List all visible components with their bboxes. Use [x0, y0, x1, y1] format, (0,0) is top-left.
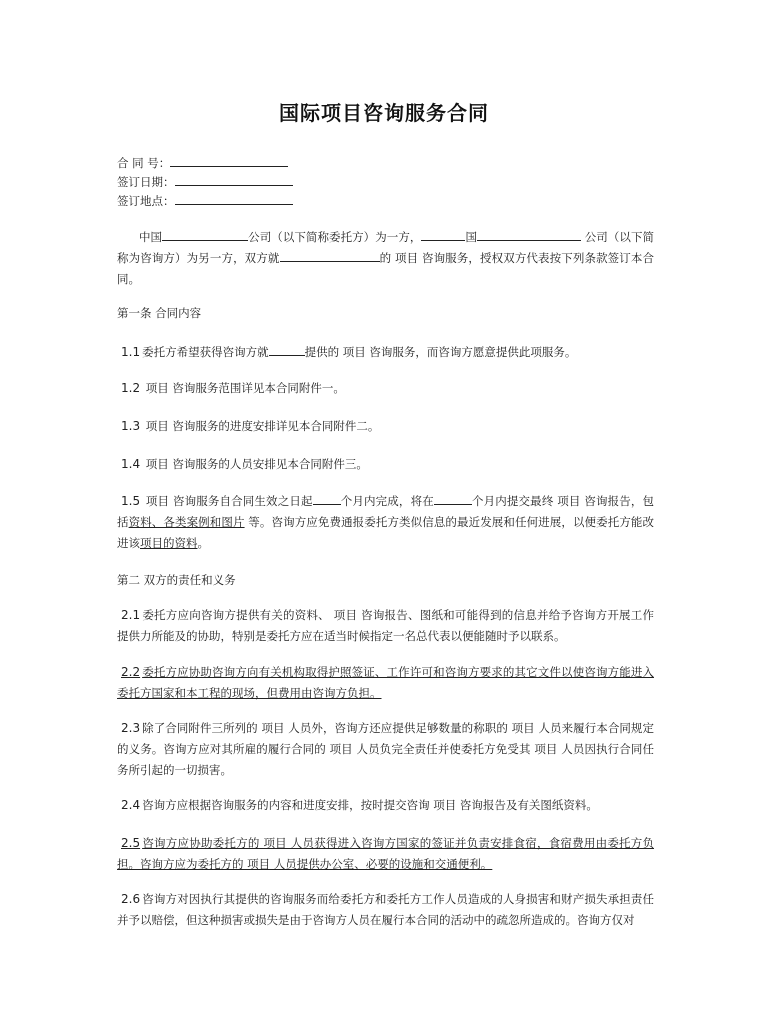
intro-text: 国 [465, 230, 478, 244]
clause-text: 个月内提交最终 项目 咨询报告，包括 [117, 494, 655, 529]
clause-number: 2.2 [121, 665, 141, 679]
clause-number: 1.2 [121, 381, 141, 395]
clause-2-6 [117, 889, 654, 931]
clause-1-2 [117, 381, 654, 395]
clause-text: 咨询方对因执行其提供的咨询服务而给委托方和委托方工作人员造成的人身损害和财产损失承担责任并予以赔偿，但这种损害或损失是由于咨询方人员在履行本合同的活动中的疏忽所造成的。咨询方仅对 [117, 892, 654, 927]
clause-text: 委托方应协助咨询方向有关机构取得护照签证、工作许可和咨询方要求的其它文件以使咨询方能进入委托方国家和本工程的现场，但费用由咨询方负担。 [117, 665, 654, 700]
contract-number-blank [170, 155, 288, 167]
clause-text: 项目 咨询服务范围详见本合同附件一。 [142, 381, 345, 395]
clause-text: 项目 咨询服务的进度安排详见本合同附件二。 [142, 419, 380, 433]
clause-number: 2.5 [121, 836, 141, 850]
clause-number: 1.4 [121, 457, 141, 471]
intro-text: 的 项目 咨询服务，授权双方代表按下列条款签订本合同。 [117, 251, 655, 286]
intro-paragraph [117, 227, 654, 290]
clause-text: 提供的 项目 咨询服务，而咨询方愿意提供此项服务。 [304, 345, 577, 359]
clause-number: 2.3 [121, 721, 141, 735]
clause-2-4 [117, 798, 654, 812]
clause-1-5 [117, 491, 654, 554]
clause-text: 等。咨询方应免费通报委托方类似信息的最近发展和任何进展，以便委托方能改进该 [117, 515, 655, 550]
contract-number-line [117, 155, 288, 170]
clause-text: 委托方应向咨询方提供有关的资料、 项目 咨询报告、图纸和可能得到的信息并给予咨询方开展工作提供力所能及的协助，特别是委托方应在适当时候指定一名总代表以便能随时予以联系。 [117, 608, 654, 643]
article1-heading: 第一条 合同内容 [117, 306, 202, 320]
fill-blank [434, 493, 472, 505]
clause-number: 1.3 [121, 419, 141, 433]
underlined-text: 项目的资料 [140, 536, 198, 550]
clause-text: 项目 咨询服务自合同生效之日起 [142, 494, 313, 508]
sign-place-blank [175, 193, 293, 205]
clause-number: 2.1 [121, 608, 141, 622]
clause-1-1 [117, 344, 654, 359]
document-title: 国际项目咨询服务合同 [279, 101, 489, 125]
client-name-blank [162, 229, 248, 241]
clause-number: 2.6 [121, 892, 141, 906]
sign-place-label: 签订地点： [117, 194, 175, 208]
fill-blank [269, 344, 305, 356]
consultant-name-blank [477, 229, 581, 241]
underlined-text: 资料、各类案例和图片 [128, 515, 245, 529]
intro-text: 中国 [139, 230, 163, 244]
clause-text: 。 [197, 536, 209, 550]
clause-text: 个月内完成，将在 [340, 494, 434, 508]
sign-place-line [117, 193, 293, 208]
clause-2-2 [117, 662, 654, 704]
clause-text: 委托方希望获得咨询方就 [142, 345, 269, 359]
intro-text: 公司（以下简称委托方）为一方， [248, 230, 422, 244]
fill-blank [313, 493, 341, 505]
clause-2-3 [117, 718, 654, 781]
intro-text: 公司（以下简称为咨询方）为另一方，双方就 [117, 230, 655, 265]
clause-text: 除了合同附件三所列的 项目 人员外，咨询方还应提供足够数量的称职的 项目 人员来履行本合同规定的义务。咨询方应对其所雇的履行合同的 项目 人员负完全责任并使委托方免受其 项目 人员因执行合同任务所引起的一切损害。 [117, 721, 654, 777]
clause-number: 1.5 [121, 494, 141, 508]
clause-2-1 [117, 605, 654, 647]
sign-date-line [117, 174, 293, 189]
project-name-blank [280, 250, 380, 262]
country-blank [421, 229, 465, 241]
clause-2-5 [117, 833, 654, 875]
clause-text: 咨询方应协助委托方的 项目 人员获得进入咨询方国家的签证并负责安排食宿，食宿费用由委托方负担。咨询方应为委托方的 项目 人员提供办公室、必要的设施和交通便利。 [117, 836, 654, 871]
sign-date-label: 签订日期： [117, 175, 175, 189]
clause-number: 2.4 [121, 798, 141, 812]
clause-1-4 [117, 457, 654, 471]
clause-text: 咨询方应根据咨询服务的内容和进度安排，按时提交咨询 项目 咨询报告及有关图纸资料。 [142, 798, 598, 812]
contract-number-label: 合 同 号： [117, 156, 171, 170]
article2-heading: 第二 双方的责任和义务 [117, 573, 236, 587]
sign-date-blank [175, 174, 293, 186]
clause-text: 项目 咨询服务的人员安排见本合同附件三。 [142, 457, 368, 471]
clause-number: 1.1 [121, 345, 141, 359]
clause-1-3 [117, 419, 654, 433]
